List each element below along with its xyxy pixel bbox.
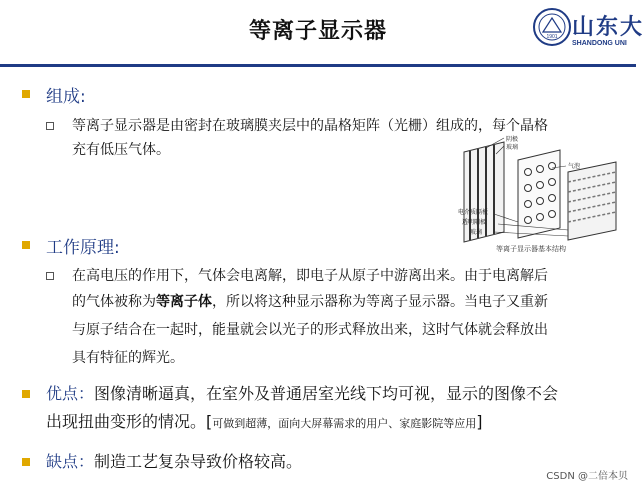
principle-line-3: 与原子结合在一起时，能量就会以光子的形式释放出来，这时气体就会释放出: [72, 322, 548, 338]
plasma-structure-diagram: [456, 132, 632, 258]
principle-line-2-post: ，所以将这种显示器称为等离子显示器。当电子又重新: [212, 294, 548, 310]
anode-glass-panel: [568, 162, 616, 240]
diagram-label-glass-bottom: 玻璃: [470, 229, 483, 236]
disadvantages-label: 缺点：: [46, 452, 95, 471]
advantages-text-2: 出现扭曲变形的情况。: [46, 412, 207, 431]
cathode-glass-panel: [464, 142, 504, 242]
composition-text-2: 充有低压气体。: [72, 142, 170, 158]
advantages-note-close: ]: [476, 412, 483, 431]
heading-principle: 工作原理:: [46, 238, 120, 258]
principle-line-2-pre: 的气体被称为: [72, 294, 156, 310]
diagram-label-glass-top: 玻璃: [506, 144, 519, 151]
bullet-advantages: [22, 390, 30, 398]
disadvantages-line: [46, 448, 302, 475]
advantages-line-2: [46, 408, 483, 437]
advantages-text-1: 图像清晰逼真，在室外及普通居室光线下均可视，显示的图像不会: [94, 384, 559, 403]
dielectric-panel: [518, 150, 560, 238]
heading-composition: 组成:: [46, 87, 86, 107]
sub-bullet-composition: [46, 122, 54, 130]
logo-subtitle: SHANDONG UNI: [572, 40, 627, 47]
csdn-watermark: CSDN @二倍本贝: [546, 471, 628, 482]
composition-text-1: 等离子显示器是由密封在玻璃膜夹层中的晶格矩阵（光栅）组成的，每个晶格: [72, 118, 548, 134]
principle-line-4: 具有特征的辉光。: [72, 350, 184, 366]
page-title: 等离子显示器: [248, 19, 387, 44]
bullet-composition: [22, 90, 30, 98]
principle-line-2: [72, 290, 548, 314]
advantages-note: 可做到超薄，面向大屏幕需求的用户、家庭影院等应用: [212, 417, 477, 430]
bullet-disadvantages: [22, 458, 30, 466]
sub-bullet-principle: [46, 272, 54, 280]
diagram-caption: 等离子显示器基本结构: [496, 245, 566, 253]
title-divider: [0, 64, 636, 67]
diagram-label-dielectric: 电介质隔板: [458, 209, 489, 216]
diagram-label-bubble: 气泡: [568, 163, 581, 170]
disadvantages-text: 制造工艺复杂导致价格较高。: [94, 452, 303, 471]
principle-line-1: 在高电压的作用下，气体会电离解，即电子从原子中游离出来。由于电离解后: [72, 268, 548, 284]
bullet-principle: [22, 241, 30, 249]
diagram-label-cathode: 阴极: [506, 136, 519, 143]
advantages-note-open: [: [206, 412, 213, 431]
advantages-label: 优点：: [46, 384, 95, 403]
logo-wordmark: 山东大: [572, 14, 644, 40]
advantages-line-1: [46, 380, 558, 407]
diagram-label-anode: 透明阳极: [462, 219, 487, 226]
plasma-term: 等离子体: [156, 294, 212, 310]
logo-seal-year: 1901: [546, 34, 558, 40]
